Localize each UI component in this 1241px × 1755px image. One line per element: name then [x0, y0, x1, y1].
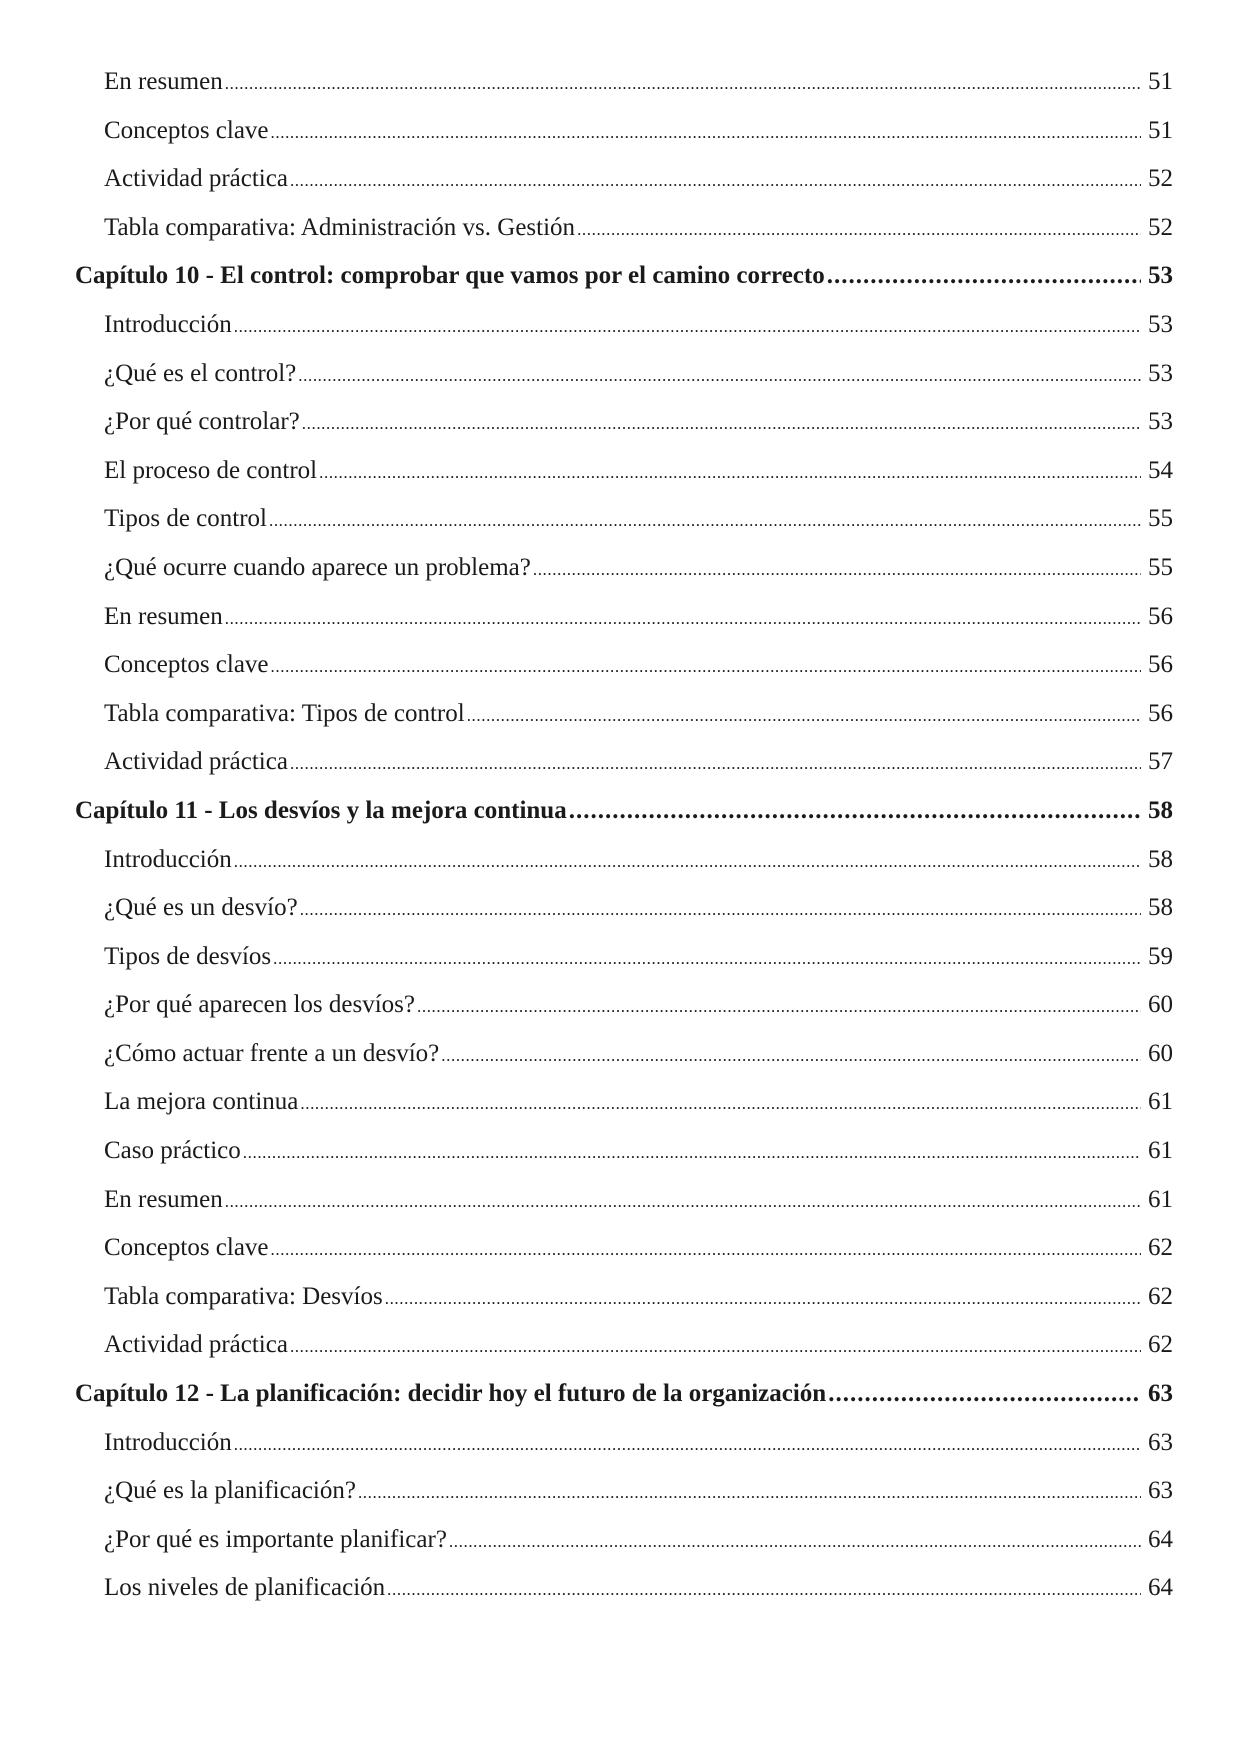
toc-entry-title: Tipos de desvíos — [104, 942, 272, 970]
toc-dot-leader — [569, 795, 1141, 827]
toc-page-number: 55 — [1148, 553, 1173, 581]
toc-entry-title: ¿Qué es el control? — [104, 359, 297, 387]
toc-page-number: 54 — [1148, 456, 1173, 484]
toc-section-entry[interactable] — [0, 892, 1241, 941]
toc-dot-leader — [827, 260, 1141, 292]
toc-entry-title: Caso práctico — [104, 1137, 241, 1165]
toc-chapter-entry[interactable] — [0, 1378, 1241, 1427]
toc-page-number: 56 — [1148, 602, 1173, 630]
toc-dot-leader — [225, 68, 1141, 100]
toc-page-number: 61 — [1148, 1137, 1173, 1165]
toc-page-number: 64 — [1148, 1525, 1173, 1553]
toc-section-entry[interactable] — [0, 1329, 1241, 1378]
toc-entry-title: Capítulo 12 - La planificación: decidir hoy el futuro de la organización — [75, 1380, 827, 1408]
toc-entry-title: Introducción — [104, 845, 232, 873]
toc-entry-title: En resumen — [104, 68, 223, 95]
toc-page-number: 59 — [1148, 942, 1173, 970]
toc-entry-title: Conceptos clave — [104, 116, 269, 144]
toc-entry-title: ¿Por qué es importante planificar? — [104, 1525, 447, 1553]
toc-page-number: 52 — [1148, 213, 1173, 241]
toc-section-entry[interactable] — [0, 212, 1241, 261]
toc-page-number: 60 — [1148, 1039, 1173, 1067]
toc-page-number: 62 — [1148, 1331, 1173, 1359]
toc-page-number: 56 — [1148, 651, 1173, 679]
toc-dot-leader — [271, 1234, 1141, 1266]
toc-section-entry[interactable] — [0, 163, 1241, 212]
toc-section-entry[interactable] — [0, 844, 1241, 893]
toc-page-number: 62 — [1148, 1234, 1173, 1262]
toc-section-entry[interactable] — [0, 1184, 1241, 1233]
toc-entry-title: Introducción — [104, 1428, 232, 1456]
toc-dot-leader — [225, 1186, 1141, 1218]
toc-entry-title: ¿Cómo actuar frente a un desvío? — [104, 1039, 440, 1067]
toc-section-entry[interactable] — [0, 1232, 1241, 1281]
toc-entry-title: La mejora continua — [104, 1088, 299, 1116]
toc-section-entry[interactable] — [0, 455, 1241, 504]
toc-dot-leader — [387, 1574, 1141, 1606]
toc-dot-leader — [234, 846, 1141, 878]
toc-entry-title: Capítulo 10 - El control: comprobar que vamos por el camino correcto — [75, 262, 825, 290]
toc-dot-leader — [300, 894, 1141, 926]
toc-page-number: 55 — [1148, 505, 1173, 533]
toc-entry-title: ¿Qué es un desvío? — [104, 894, 298, 922]
toc-dot-leader — [290, 1331, 1141, 1363]
toc-section-entry[interactable] — [0, 309, 1241, 358]
toc-dot-leader — [533, 554, 1141, 586]
toc-page-number: 64 — [1148, 1574, 1173, 1602]
toc-section-entry[interactable] — [0, 601, 1241, 650]
toc-page-number: 53 — [1148, 359, 1173, 387]
toc-dot-leader — [441, 1040, 1141, 1072]
toc-entry-title: Tabla comparativa: Administración vs. Gestión — [104, 213, 576, 241]
toc-dot-leader — [271, 117, 1141, 149]
toc-dot-leader — [234, 1429, 1141, 1461]
toc-page-number: 62 — [1148, 1282, 1173, 1310]
toc-page-number: 52 — [1148, 165, 1173, 193]
toc-page-number: 58 — [1148, 894, 1173, 922]
toc-chapter-entry[interactable] — [0, 260, 1241, 309]
toc-entry-title: Los niveles de planificación — [104, 1574, 386, 1602]
toc-page-number: 53 — [1148, 408, 1173, 436]
toc-entry-title: ¿Por qué aparecen los desvíos? — [104, 991, 415, 1019]
toc-dot-leader — [828, 1378, 1141, 1410]
toc-entry-title: Tipos de control — [104, 505, 267, 533]
toc-dot-leader — [225, 603, 1141, 635]
toc-dot-leader — [271, 651, 1141, 683]
toc-dot-leader — [319, 457, 1141, 489]
toc-entry-title: Introducción — [104, 310, 232, 338]
toc-section-entry[interactable] — [0, 115, 1241, 164]
toc-entry-title: ¿Por qué controlar? — [104, 408, 300, 436]
toc-dot-leader — [273, 943, 1141, 975]
toc-dot-leader — [449, 1526, 1141, 1558]
toc-section-entry[interactable] — [0, 503, 1241, 552]
toc-entry-title: ¿Qué ocurre cuando aparece un problema? — [104, 553, 531, 581]
toc-dot-leader — [234, 311, 1141, 343]
toc-section-entry[interactable] — [0, 1524, 1241, 1573]
toc-page-number: 63 — [1148, 1428, 1173, 1456]
toc-dot-leader — [290, 748, 1141, 780]
toc-entry-title: En resumen — [104, 602, 223, 630]
toc-page-number: 63 — [1148, 1477, 1173, 1505]
toc-dot-leader — [385, 1283, 1141, 1315]
toc-section-entry[interactable] — [0, 1038, 1241, 1087]
toc-dot-leader — [467, 700, 1141, 732]
toc-section-entry[interactable] — [0, 1281, 1241, 1330]
toc-section-entry[interactable] — [0, 358, 1241, 407]
toc-page-number: 61 — [1148, 1088, 1173, 1116]
toc-page-number: 60 — [1148, 991, 1173, 1019]
toc-entry-title: Actividad práctica — [104, 165, 288, 193]
toc-dot-leader — [577, 214, 1141, 246]
toc-dot-leader — [269, 505, 1141, 537]
toc-page-number: 56 — [1148, 699, 1173, 727]
toc-entry-title: En resumen — [104, 1185, 223, 1213]
toc-section-entry[interactable] — [0, 406, 1241, 455]
toc-section-entry[interactable] — [0, 746, 1241, 795]
toc-entry-title: Conceptos clave — [104, 651, 269, 679]
toc-page-number: 51 — [1148, 68, 1173, 95]
toc-entry-title: Tabla comparativa: Tipos de control — [104, 699, 465, 727]
toc-section-entry[interactable] — [0, 989, 1241, 1038]
toc-section-entry[interactable] — [0, 941, 1241, 990]
toc-page-number: 53 — [1148, 310, 1173, 338]
toc-section-entry[interactable] — [0, 649, 1241, 698]
toc-section-entry[interactable] — [0, 552, 1241, 601]
toc-page-number: 58 — [1148, 796, 1173, 824]
toc-dot-leader — [298, 360, 1141, 392]
toc-section-entry[interactable] — [0, 1427, 1241, 1476]
toc-chapter-entry[interactable] — [0, 795, 1241, 844]
toc-dot-leader — [302, 408, 1141, 440]
toc-page-number: 58 — [1148, 845, 1173, 873]
toc-entry-title: Tabla comparativa: Desvíos — [104, 1282, 383, 1310]
toc-section-entry[interactable] — [0, 698, 1241, 747]
toc-dot-leader — [290, 165, 1141, 197]
toc-entry-title: ¿Qué es la planificación? — [104, 1477, 356, 1505]
toc-entry-title: Conceptos clave — [104, 1234, 269, 1262]
toc-section-entry[interactable] — [0, 66, 1241, 115]
toc-page-number: 61 — [1148, 1185, 1173, 1213]
toc-dot-leader — [300, 1088, 1141, 1120]
toc-section-entry[interactable] — [0, 1572, 1241, 1621]
toc-entry-title: Actividad práctica — [104, 1331, 288, 1359]
toc-page-number: 51 — [1148, 116, 1173, 144]
toc-dot-leader — [358, 1477, 1141, 1509]
toc-section-entry[interactable] — [0, 1086, 1241, 1135]
table-of-contents — [0, 66, 1241, 1621]
toc-entry-title: El proceso de control — [104, 456, 318, 484]
toc-entry-title: Capítulo 11 - Los desvíos y la mejora continua — [75, 796, 567, 824]
toc-dot-leader — [243, 1137, 1141, 1169]
toc-page-number: 53 — [1148, 262, 1173, 290]
toc-page-number: 57 — [1148, 748, 1173, 776]
toc-entry-title: Actividad práctica — [104, 748, 288, 776]
toc-section-entry[interactable] — [0, 1475, 1241, 1524]
toc-dot-leader — [417, 991, 1141, 1023]
toc-page-number: 63 — [1148, 1380, 1173, 1408]
toc-section-entry[interactable] — [0, 1135, 1241, 1184]
